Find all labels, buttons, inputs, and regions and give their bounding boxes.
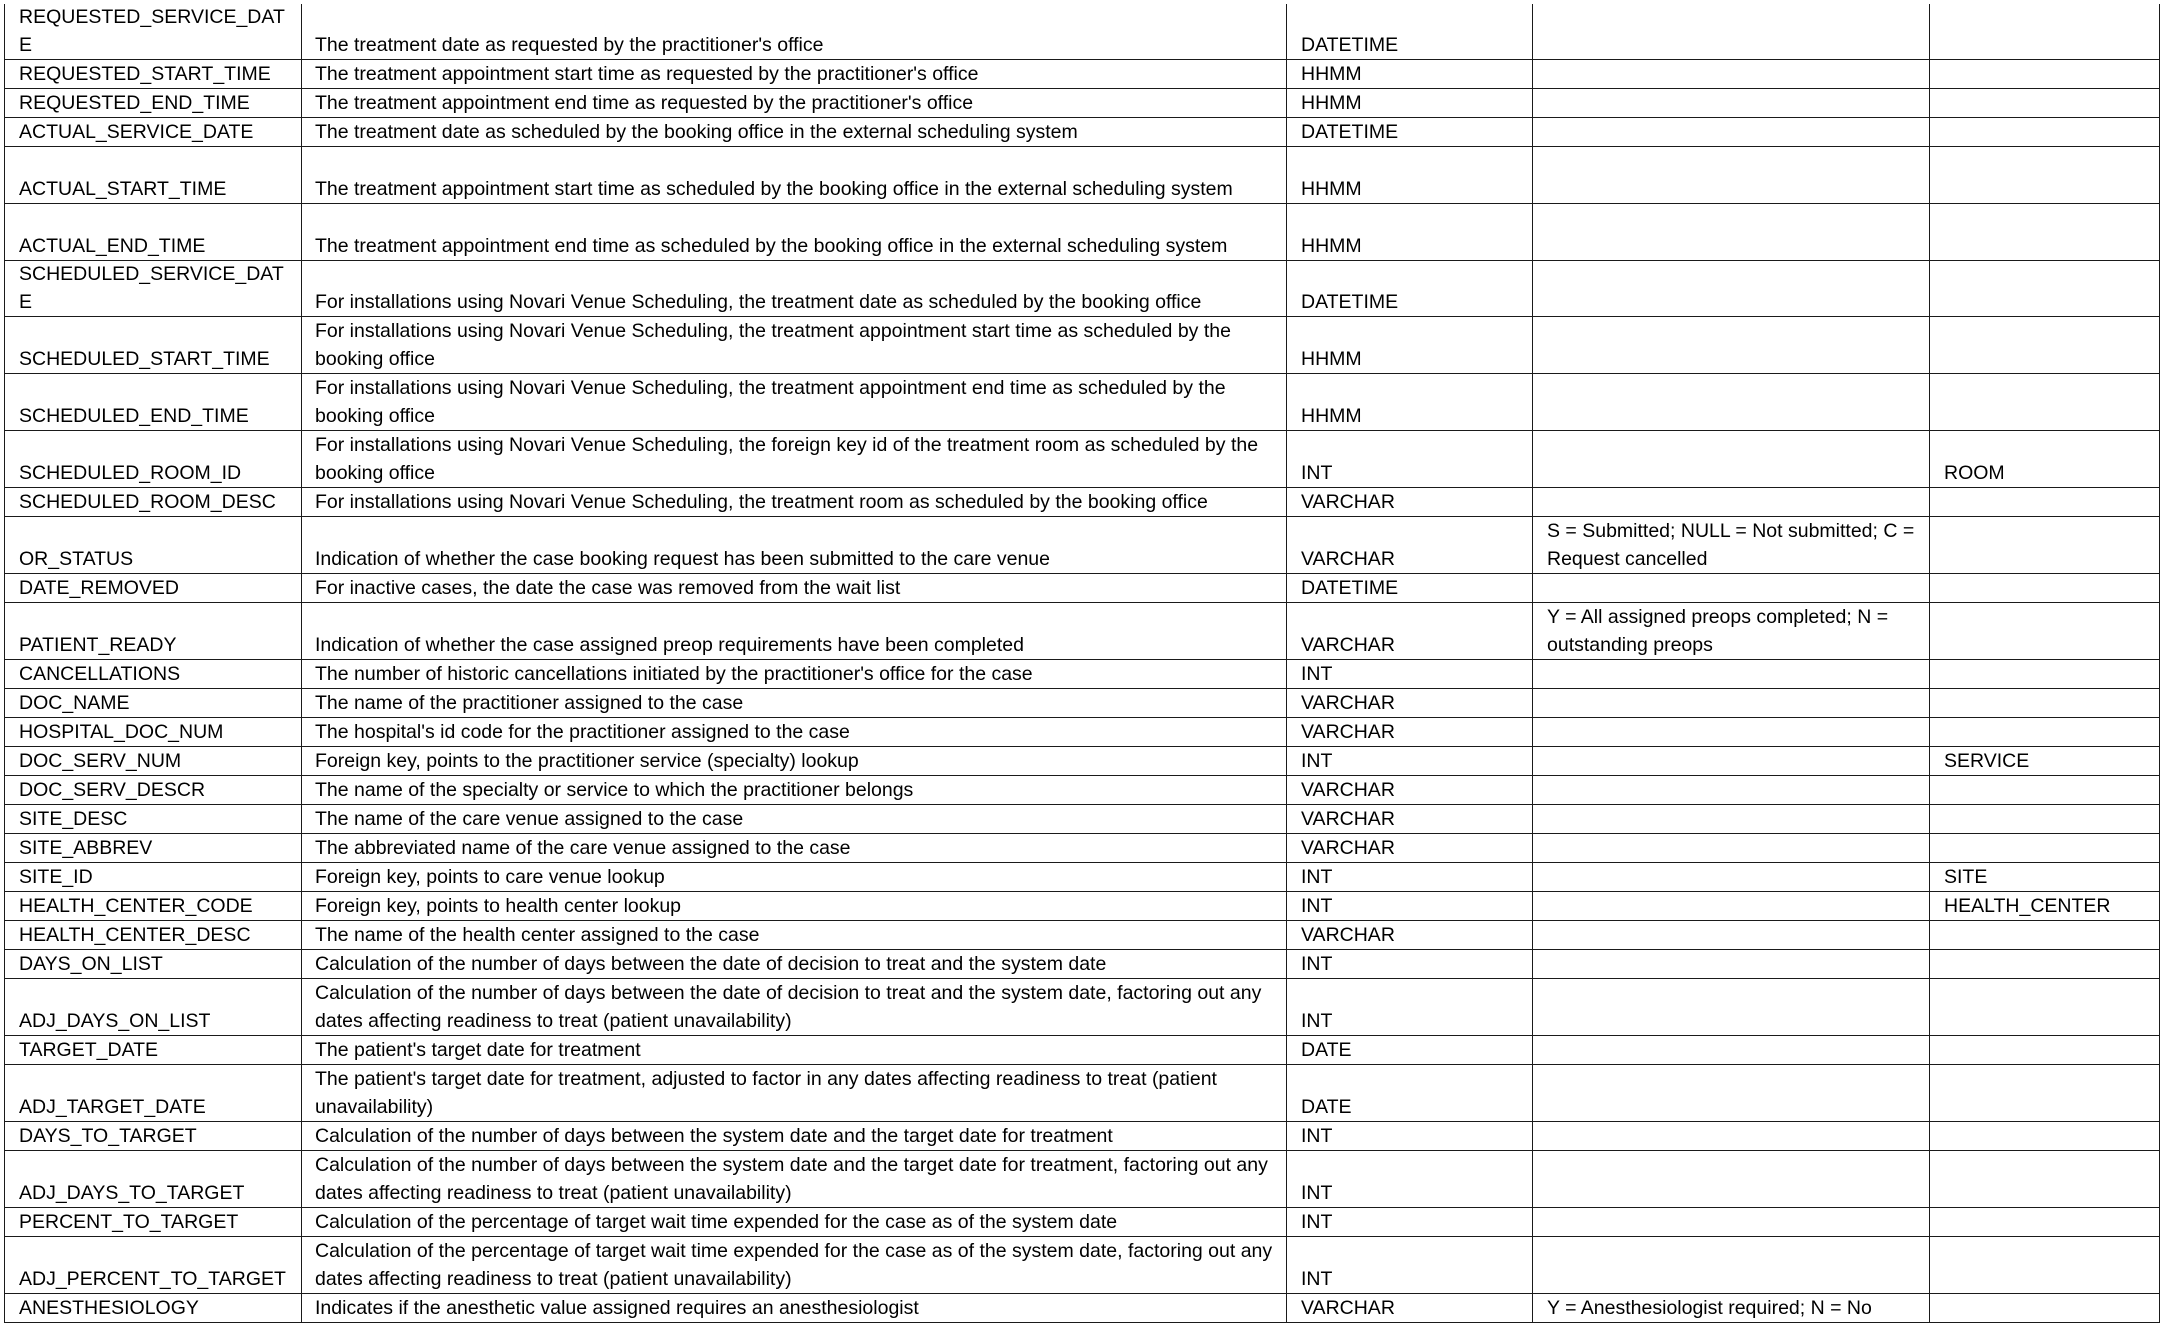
field-name-cell: ACTUAL_SERVICE_DATE [5, 118, 302, 147]
field-values-cell [1533, 660, 1930, 689]
field-type-cell: DATE [1287, 1065, 1533, 1122]
field-type-cell: VARCHAR [1287, 805, 1533, 834]
field-lookup-cell [1930, 89, 2160, 118]
table-row [5, 603, 2160, 660]
field-lookup-cell [1930, 776, 2160, 805]
field-values-cell [1533, 147, 1930, 204]
table-row [5, 660, 2160, 689]
field-description-cell: The name of the health center assigned to the case [302, 921, 1287, 950]
field-type-cell: VARCHAR [1287, 517, 1533, 574]
field-type-cell: VARCHAR [1287, 718, 1533, 747]
field-lookup-cell [1930, 204, 2160, 261]
field-values-cell [1533, 747, 1930, 776]
field-name-cell: OR_STATUS [5, 517, 302, 574]
field-values-cell [1533, 979, 1930, 1036]
field-type-cell: VARCHAR [1287, 488, 1533, 517]
field-type-cell: HHMM [1287, 147, 1533, 204]
field-name-cell: ADJ_DAYS_TO_TARGET [5, 1151, 302, 1208]
field-type-cell: HHMM [1287, 204, 1533, 261]
field-description-cell: For installations using Novari Venue Scheduling, the treatment appointment end time as scheduled by the booking office [302, 374, 1287, 431]
field-lookup-cell [1930, 603, 2160, 660]
field-name-cell: DOC_SERV_NUM [5, 747, 302, 776]
table-row [5, 1237, 2160, 1294]
table-row [5, 1065, 2160, 1122]
field-values-cell [1533, 776, 1930, 805]
field-values-cell [1533, 1036, 1930, 1065]
field-lookup-cell [1930, 921, 2160, 950]
field-lookup-cell [1930, 718, 2160, 747]
field-values-cell: Y = Anesthesiologist required; N = No [1533, 1294, 1930, 1323]
field-name-cell: HEALTH_CENTER_DESC [5, 921, 302, 950]
field-name-cell: SCHEDULED_END_TIME [5, 374, 302, 431]
field-description-cell: The name of the specialty or service to which the practitioner belongs [302, 776, 1287, 805]
field-lookup-cell: ROOM [1930, 431, 2160, 488]
field-name-cell: SCHEDULED_ROOM_DESC [5, 488, 302, 517]
field-description-cell: Foreign key, points to the practitioner service (specialty) lookup [302, 747, 1287, 776]
field-type-cell: INT [1287, 431, 1533, 488]
field-lookup-cell: HEALTH_CENTER [1930, 892, 2160, 921]
table-row [5, 747, 2160, 776]
table-row [5, 261, 2160, 317]
field-type-cell: DATETIME [1287, 261, 1533, 317]
table-row [5, 1122, 2160, 1151]
field-type-cell: INT [1287, 660, 1533, 689]
field-values-cell [1533, 921, 1930, 950]
field-type-cell: DATETIME [1287, 118, 1533, 147]
field-name-cell: PATIENT_READY [5, 603, 302, 660]
field-values-cell [1533, 118, 1930, 147]
field-name-cell: DOC_SERV_DESCR [5, 776, 302, 805]
field-type-cell: DATE [1287, 1036, 1533, 1065]
field-type-cell: INT [1287, 1237, 1533, 1294]
field-name-cell: DAYS_TO_TARGET [5, 1122, 302, 1151]
field-values-cell [1533, 60, 1930, 89]
field-lookup-cell [1930, 1036, 2160, 1065]
field-values-cell [1533, 1208, 1930, 1237]
field-values-cell [1533, 89, 1930, 118]
field-description-cell: For installations using Novari Venue Scheduling, the foreign key id of the treatment room as scheduled by the booking office [302, 431, 1287, 488]
field-name-cell: ADJ_DAYS_ON_LIST [5, 979, 302, 1036]
field-name-cell: DOC_NAME [5, 689, 302, 718]
field-type-cell: VARCHAR [1287, 1294, 1533, 1323]
data-dictionary-table [4, 4, 2160, 1323]
field-values-cell [1533, 431, 1930, 488]
field-description-cell: The patient's target date for treatment [302, 1036, 1287, 1065]
table-row [5, 118, 2160, 147]
table-row [5, 431, 2160, 488]
field-lookup-cell [1930, 517, 2160, 574]
field-type-cell: HHMM [1287, 89, 1533, 118]
field-description-cell: Calculation of the number of days between the system date and the target date for treatment [302, 1122, 1287, 1151]
field-description-cell: Foreign key, points to care venue lookup [302, 863, 1287, 892]
field-name-cell: ACTUAL_END_TIME [5, 204, 302, 261]
field-name-cell: DAYS_ON_LIST [5, 950, 302, 979]
table-row [5, 892, 2160, 921]
field-values-cell [1533, 805, 1930, 834]
field-lookup-cell [1930, 261, 2160, 317]
table-row [5, 89, 2160, 118]
field-lookup-cell [1930, 689, 2160, 718]
field-values-cell [1533, 863, 1930, 892]
field-lookup-cell [1930, 317, 2160, 374]
table-row [5, 1036, 2160, 1065]
data-dictionary-sheet [4, 4, 2159, 1323]
field-values-cell [1533, 317, 1930, 374]
field-name-cell: REQUESTED_START_TIME [5, 60, 302, 89]
field-type-cell: VARCHAR [1287, 776, 1533, 805]
field-description-cell: Calculation of the percentage of target wait time expended for the case as of the system date [302, 1208, 1287, 1237]
field-values-cell [1533, 1122, 1930, 1151]
field-lookup-cell [1930, 950, 2160, 979]
field-values-cell [1533, 4, 1930, 60]
field-values-cell [1533, 950, 1930, 979]
field-description-cell: Foreign key, points to health center lookup [302, 892, 1287, 921]
field-name-cell: SCHEDULED_SERVICE_DATE [5, 261, 302, 317]
field-type-cell: INT [1287, 1208, 1533, 1237]
field-description-cell: Indicates if the anesthetic value assigned requires an anesthesiologist [302, 1294, 1287, 1323]
field-lookup-cell [1930, 147, 2160, 204]
field-lookup-cell: SITE [1930, 863, 2160, 892]
field-description-cell: The abbreviated name of the care venue assigned to the case [302, 834, 1287, 863]
field-lookup-cell [1930, 1294, 2160, 1323]
field-type-cell: INT [1287, 1151, 1533, 1208]
field-name-cell: TARGET_DATE [5, 1036, 302, 1065]
field-values-cell: Y = All assigned preops completed; N = outstanding preops [1533, 603, 1930, 660]
field-type-cell: VARCHAR [1287, 603, 1533, 660]
field-type-cell: DATETIME [1287, 574, 1533, 603]
field-lookup-cell [1930, 1065, 2160, 1122]
field-description-cell: The number of historic cancellations initiated by the practitioner's office for the case [302, 660, 1287, 689]
field-lookup-cell [1930, 805, 2160, 834]
field-type-cell: INT [1287, 950, 1533, 979]
field-description-cell: The treatment date as scheduled by the booking office in the external scheduling system [302, 118, 1287, 147]
field-description-cell: Calculation of the number of days between the system date and the target date for treatment, factoring out any dates affecting readiness to treat (patient unavailability) [302, 1151, 1287, 1208]
table-row [5, 921, 2160, 950]
field-lookup-cell [1930, 660, 2160, 689]
field-lookup-cell [1930, 1237, 2160, 1294]
field-type-cell: HHMM [1287, 317, 1533, 374]
field-type-cell: VARCHAR [1287, 834, 1533, 863]
field-lookup-cell [1930, 574, 2160, 603]
field-values-cell [1533, 892, 1930, 921]
table-row [5, 317, 2160, 374]
field-values-cell [1533, 574, 1930, 603]
field-description-cell: Calculation of the number of days between the date of decision to treat and the system date [302, 950, 1287, 979]
field-lookup-cell: SERVICE [1930, 747, 2160, 776]
field-description-cell: Calculation of the number of days between the date of decision to treat and the system date, factoring out any dates affecting readiness to treat (patient unavailability) [302, 979, 1287, 1036]
table-row [5, 517, 2160, 574]
field-lookup-cell [1930, 1208, 2160, 1237]
table-row [5, 60, 2160, 89]
field-description-cell: For installations using Novari Venue Scheduling, the treatment room as scheduled by the booking office [302, 488, 1287, 517]
table-row [5, 805, 2160, 834]
field-values-cell [1533, 834, 1930, 863]
field-values-cell [1533, 1065, 1930, 1122]
field-type-cell: HHMM [1287, 374, 1533, 431]
field-description-cell: The treatment appointment start time as scheduled by the booking office in the external scheduling system [302, 147, 1287, 204]
field-lookup-cell [1930, 4, 2160, 60]
field-description-cell: The hospital's id code for the practitioner assigned to the case [302, 718, 1287, 747]
field-description-cell: The treatment appointment end time as requested by the practitioner's office [302, 89, 1287, 118]
field-name-cell: PERCENT_TO_TARGET [5, 1208, 302, 1237]
field-type-cell: VARCHAR [1287, 921, 1533, 950]
table-row [5, 950, 2160, 979]
table-row [5, 718, 2160, 747]
field-name-cell: ANESTHESIOLOGY [5, 1294, 302, 1323]
field-values-cell [1533, 1151, 1930, 1208]
field-description-cell: The name of the practitioner assigned to the case [302, 689, 1287, 718]
field-type-cell: INT [1287, 1122, 1533, 1151]
field-lookup-cell [1930, 118, 2160, 147]
table-row [5, 689, 2160, 718]
field-name-cell: HEALTH_CENTER_CODE [5, 892, 302, 921]
table-body [5, 4, 2160, 1323]
field-description-cell: Indication of whether the case assigned preop requirements have been completed [302, 603, 1287, 660]
field-values-cell [1533, 261, 1930, 317]
field-description-cell: For inactive cases, the date the case was removed from the wait list [302, 574, 1287, 603]
field-values-cell [1533, 374, 1930, 431]
field-lookup-cell [1930, 1151, 2160, 1208]
field-name-cell: ADJ_PERCENT_TO_TARGET [5, 1237, 302, 1294]
field-name-cell: SITE_ABBREV [5, 834, 302, 863]
field-name-cell: ACTUAL_START_TIME [5, 147, 302, 204]
field-name-cell: DATE_REMOVED [5, 574, 302, 603]
field-values-cell [1533, 488, 1930, 517]
field-name-cell: HOSPITAL_DOC_NUM [5, 718, 302, 747]
table-row [5, 1151, 2160, 1208]
field-name-cell: SITE_ID [5, 863, 302, 892]
table-row [5, 4, 2160, 60]
field-description-cell: For installations using Novari Venue Scheduling, the treatment date as scheduled by the booking office [302, 261, 1287, 317]
table-row [5, 1294, 2160, 1323]
field-name-cell: CANCELLATIONS [5, 660, 302, 689]
field-lookup-cell [1930, 1122, 2160, 1151]
field-type-cell: INT [1287, 747, 1533, 776]
field-values-cell [1533, 689, 1930, 718]
table-row [5, 374, 2160, 431]
field-description-cell: Indication of whether the case booking request has been submitted to the care venue [302, 517, 1287, 574]
field-name-cell: SITE_DESC [5, 805, 302, 834]
field-description-cell: The name of the care venue assigned to the case [302, 805, 1287, 834]
field-type-cell: INT [1287, 979, 1533, 1036]
field-description-cell: Calculation of the percentage of target wait time expended for the case as of the system date, factoring out any dates affecting readiness to treat (patient unavailability) [302, 1237, 1287, 1294]
field-lookup-cell [1930, 834, 2160, 863]
table-row [5, 834, 2160, 863]
field-description-cell: For installations using Novari Venue Scheduling, the treatment appointment start time as scheduled by the booking office [302, 317, 1287, 374]
table-row [5, 574, 2160, 603]
field-lookup-cell [1930, 374, 2160, 431]
field-type-cell: INT [1287, 863, 1533, 892]
field-description-cell: The treatment appointment end time as scheduled by the booking office in the external scheduling system [302, 204, 1287, 261]
field-values-cell [1533, 1237, 1930, 1294]
field-lookup-cell [1930, 60, 2160, 89]
table-row [5, 147, 2160, 204]
field-type-cell: DATETIME [1287, 4, 1533, 60]
field-description-cell: The treatment date as requested by the practitioner's office [302, 4, 1287, 60]
field-name-cell: ADJ_TARGET_DATE [5, 1065, 302, 1122]
table-row [5, 776, 2160, 805]
field-type-cell: VARCHAR [1287, 689, 1533, 718]
table-row [5, 863, 2160, 892]
field-name-cell: REQUESTED_END_TIME [5, 89, 302, 118]
table-row [5, 1208, 2160, 1237]
field-type-cell: HHMM [1287, 60, 1533, 89]
field-lookup-cell [1930, 979, 2160, 1036]
field-values-cell: S = Submitted; NULL = Not submitted; C = Request cancelled [1533, 517, 1930, 574]
table-row [5, 488, 2160, 517]
field-type-cell: INT [1287, 892, 1533, 921]
field-description-cell: The patient's target date for treatment, adjusted to factor in any dates affecting readiness to treat (patient unavailability) [302, 1065, 1287, 1122]
field-name-cell: REQUESTED_SERVICE_DATE [5, 4, 302, 60]
field-description-cell: The treatment appointment start time as requested by the practitioner's office [302, 60, 1287, 89]
field-lookup-cell [1930, 488, 2160, 517]
field-name-cell: SCHEDULED_START_TIME [5, 317, 302, 374]
field-values-cell [1533, 204, 1930, 261]
table-row [5, 204, 2160, 261]
field-values-cell [1533, 718, 1930, 747]
table-row [5, 979, 2160, 1036]
field-name-cell: SCHEDULED_ROOM_ID [5, 431, 302, 488]
